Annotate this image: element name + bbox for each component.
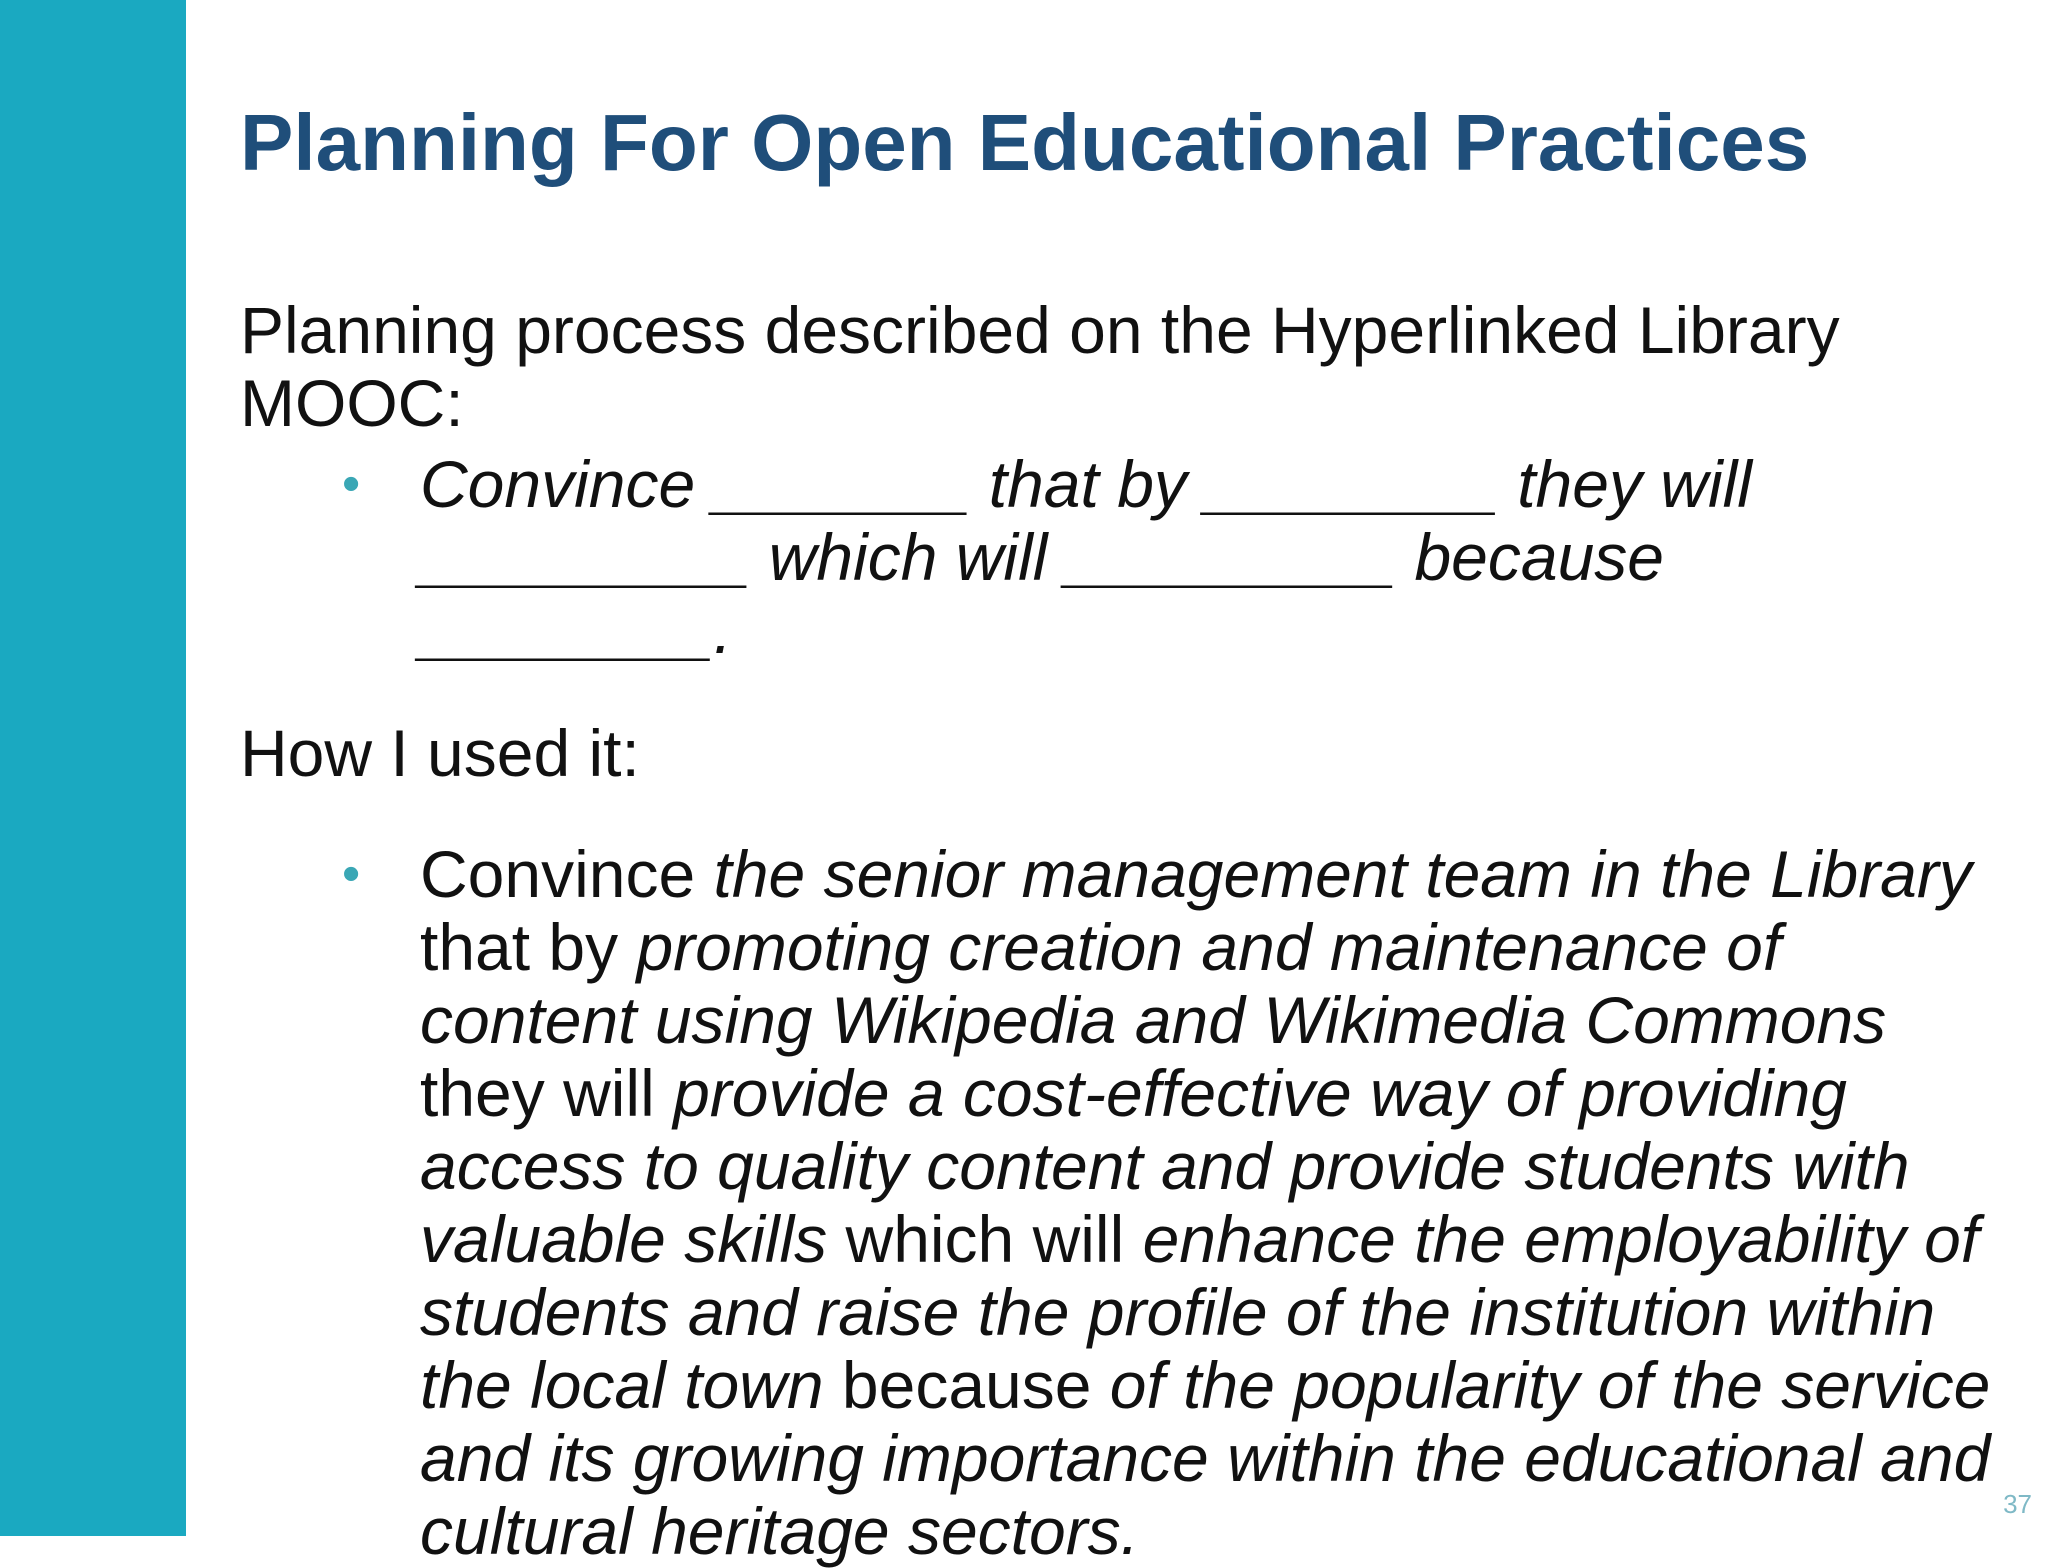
connector-text: which will — [827, 1202, 1143, 1276]
template-sentence: Convince _______ that by ________ they will _________ which will _________ because ________. — [420, 447, 1752, 667]
bullet-icon: • — [342, 845, 361, 903]
outcome-text: provide a cost-effective way of providing access to quality content and provide students with valuable skills — [420, 1056, 1910, 1276]
example-bullet — [240, 838, 2000, 1568]
connector-text: because — [823, 1348, 1110, 1422]
slide-number: 37 — [2003, 1489, 2032, 1519]
intro-text: Planning process described on the Hyperlinked Library MOOC: — [240, 293, 1840, 440]
sidebar-accent-bar — [0, 0, 186, 1536]
connector-text: that by — [420, 910, 637, 984]
reason-text: of the popularity of the service and its growing importance within the educational and cultural heritage sectors. — [420, 1348, 1991, 1568]
connector-text: they will — [420, 1056, 674, 1130]
template-bullet — [240, 448, 1940, 667]
how-used-heading: How I used it: — [240, 716, 640, 790]
slide-content — [240, 95, 2000, 1568]
slide-title: Planning For Open Educational Practices — [240, 98, 1810, 187]
benefit-text: enhance the employability of students and raise the profile of the institution within the local town — [420, 1202, 1980, 1422]
method-text: promoting creation and maintenance of content using Wikipedia and Wikimedia Commons — [420, 910, 1887, 1057]
bullet-icon: • — [342, 455, 361, 513]
template-bullet-list — [240, 448, 2000, 667]
connector-text: Convince — [420, 837, 714, 911]
example-bullet-list — [240, 838, 2000, 1568]
audience-text: the senior management team in the Library — [713, 837, 1972, 911]
